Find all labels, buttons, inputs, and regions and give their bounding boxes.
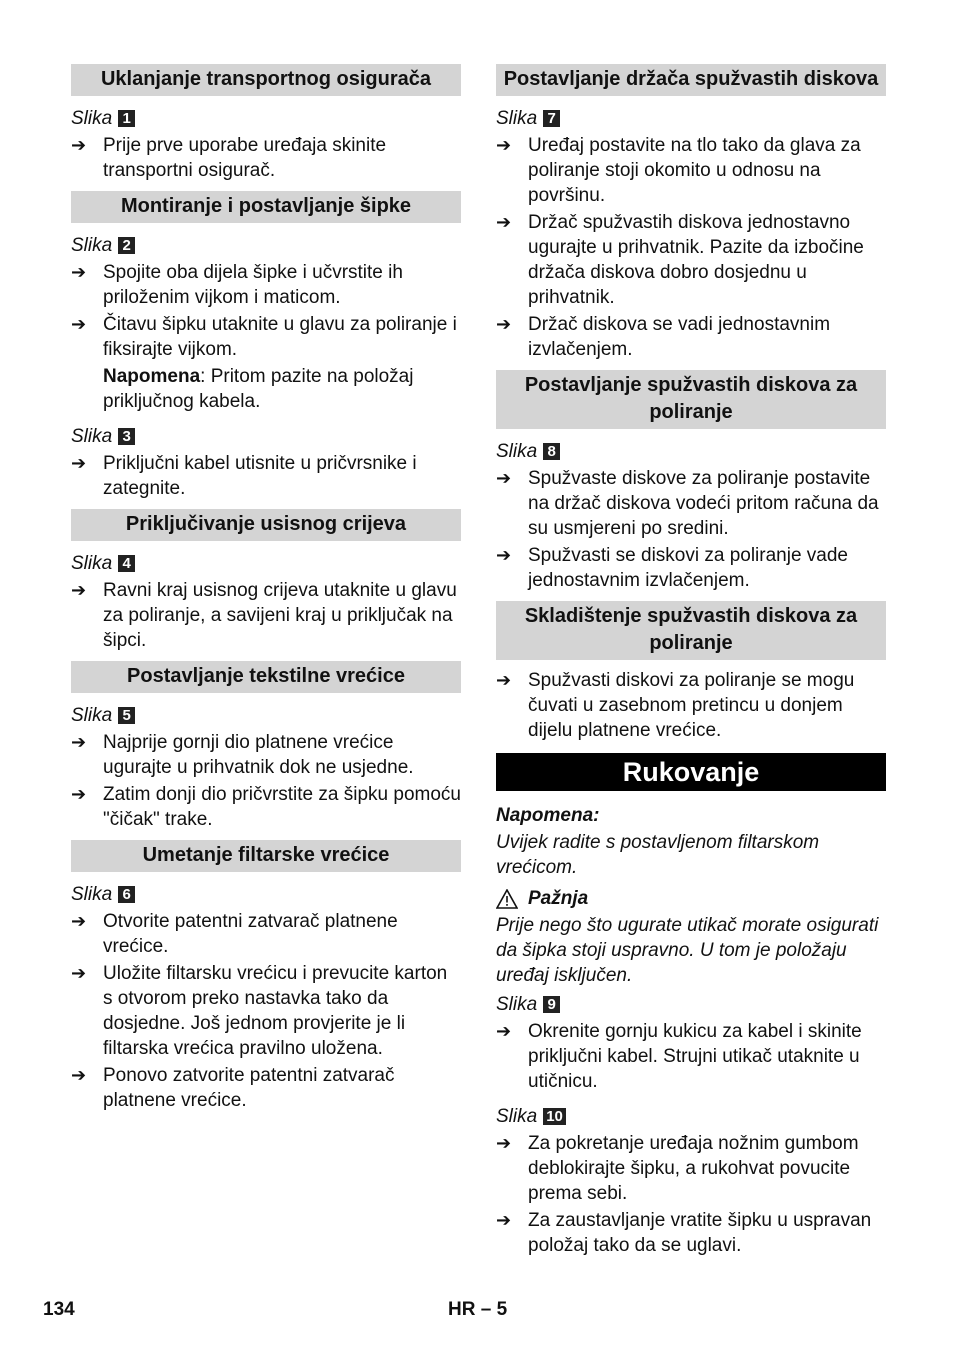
arrow-right-icon: ➔ — [496, 314, 512, 334]
section-heading: Postavljanje tekstilne vrećice — [71, 661, 461, 693]
warning-heading: Pažnja — [496, 886, 886, 911]
arrow-right-icon: ➔ — [71, 453, 87, 473]
figure-reference: Slika 4 — [71, 551, 461, 576]
note-text: Uvijek radite s postavljenom filtarskom vrećicom. — [496, 832, 820, 878]
list-item: ➔ Za pokretanje uređaja nožnim gumbom deblokirajte šipku, a rukohvat povucite prema sebi. — [496, 1133, 859, 1204]
figure-number: 4 — [118, 555, 135, 572]
arrow-right-icon: ➔ — [71, 1065, 87, 1085]
list-item: ➔ Uređaj postavite na tlo tako da glava za poliranje stoji okomito u odnosu na površinu. — [496, 135, 861, 206]
arrow-right-icon: ➔ — [496, 1210, 512, 1230]
list-item: ➔ Spužvaste diskove za poliranje postavite na držač diskova vodeći pritom računa da su usmjereni po sredini. — [496, 468, 879, 539]
list-item: ➔ Okrenite gornju kukicu za kabel i skinite priključni kabel. Strujni utikač utaknite u utičnicu. — [496, 1021, 862, 1092]
list-item: ➔ Spojite oba dijela šipke i učvrstite ih priloženim vijkom i maticom. — [71, 262, 403, 308]
arrow-right-icon: ➔ — [71, 911, 87, 931]
arrow-right-icon: ➔ — [71, 963, 87, 983]
figure-number: 3 — [118, 428, 135, 445]
list-item: ➔ Priključni kabel utisnite u pričvrsnike i zategnite. — [71, 453, 417, 499]
list-item: ➔ Ravni kraj usisnog crijeva utaknite u glavu za poliranje, a savijeni kraj u priključak na šipci. — [71, 580, 457, 651]
list-item: ➔ Zatim donji dio pričvrstite za šipku pomoću "čičak" trake. — [71, 784, 461, 830]
section-heading: Umetanje filtarske vrećice — [71, 840, 461, 872]
list-item: ➔ Prije prve uporabe uređaja skinite transportni osigurač. — [71, 135, 387, 181]
arrow-right-icon: ➔ — [496, 135, 512, 155]
figure-number: 2 — [118, 237, 135, 254]
section-heading: Skladištenje spužvastih diskova za poliranje — [496, 601, 886, 660]
list-item: ➔ Spužvasti diskovi za poliranje se mogu čuvati u zasebnom pretincu u donjem dijelu platnene vrećice. — [496, 670, 855, 741]
figure-reference: Slika 9 — [496, 992, 886, 1017]
arrow-right-icon: ➔ — [496, 545, 512, 565]
right-column — [496, 64, 886, 1258]
figure-number: 10 — [543, 1108, 566, 1125]
arrow-right-icon: ➔ — [496, 468, 512, 488]
left-column — [71, 64, 461, 1113]
list-item: ➔ Najprije gornji dio platnene vrećice ugurajte u prihvatnik dok ne usjedne. — [71, 732, 414, 778]
figure-number: 8 — [543, 443, 560, 460]
figure-reference: Slika 5 — [71, 703, 461, 728]
list-item: ➔ Uložite filtarsku vrećicu i prevucite karton s otvorom preko nastavka tako da dosjedne. Još jednom provjerite je li filtarska vrećica pravilno uložena. — [71, 963, 448, 1059]
warning-triangle-icon — [496, 889, 518, 909]
figure-number: 5 — [118, 707, 135, 724]
arrow-right-icon: ➔ — [496, 670, 512, 690]
figure-reference: Slika 7 — [496, 106, 886, 131]
list-item: ➔ Otvorite patentni zatvarač platnene vrećice. — [71, 911, 398, 957]
arrow-right-icon: ➔ — [71, 784, 87, 804]
figure-number: 6 — [118, 886, 135, 903]
figure-reference: Slika 10 — [496, 1104, 886, 1129]
page-number: 134 — [43, 1299, 75, 1320]
chapter-heading: Rukovanje — [496, 753, 886, 791]
figure-reference: Slika 3 — [71, 424, 461, 449]
list-item: ➔ Spužvasti se diskovi za poliranje vade jednostavnim izvlačenjem. — [496, 545, 849, 591]
arrow-right-icon: ➔ — [496, 1133, 512, 1153]
list-item: ➔ Čitavu šipku utaknite u glavu za poliranje i fiksirajte vijkom. — [71, 314, 457, 360]
figure-number: 1 — [118, 110, 135, 127]
arrow-right-icon: ➔ — [71, 580, 87, 600]
figure-reference: Slika 6 — [71, 882, 461, 907]
figure-reference: Slika 8 — [496, 439, 886, 464]
list-item: ➔ Ponovo zatvorite patentni zatvarač platnene vrećice. — [71, 1065, 395, 1111]
list-item: ➔ Držač spužvastih diskova jednostavno ugurajte u prihvatnik. Pazite da izbočine držača diskova dobro dosjednu u prihvatnik. — [496, 212, 864, 308]
arrow-right-icon: ➔ — [71, 314, 87, 334]
section-heading: Montiranje i postavljanje šipke — [71, 191, 461, 223]
arrow-right-icon: ➔ — [71, 732, 87, 752]
section-heading: Postavljanje držača spužvastih diskova — [496, 64, 886, 96]
note-label: Napomena: — [496, 805, 600, 826]
arrow-right-icon: ➔ — [71, 135, 87, 155]
figure-number: 7 — [543, 110, 560, 127]
warning-text: Prije nego što ugurate utikač morate osigurati da šipka stoji uspravno. U tom je položaju uređaj isključen. — [496, 915, 879, 986]
section-marker: HR – 5 — [448, 1299, 508, 1320]
note: Napomena: Pritom pazite na položaj priključnog kabela. — [103, 366, 414, 412]
figure-number: 9 — [543, 996, 560, 1013]
arrow-right-icon: ➔ — [496, 212, 512, 232]
list-item: ➔ Za zaustavljanje vratite šipku u uspravan položaj tako da se uglavi. — [496, 1210, 872, 1256]
figure-reference: Slika 1 — [71, 106, 461, 131]
list-item: ➔ Držač diskova se vadi jednostavnim izvlačenjem. — [496, 314, 831, 360]
section-heading: Uklanjanje transportnog osigurača — [71, 64, 461, 96]
section-heading: Postavljanje spužvastih diskova za poliranje — [496, 370, 886, 429]
arrow-right-icon: ➔ — [71, 262, 87, 282]
figure-reference: Slika 2 — [71, 233, 461, 258]
section-heading: Priključivanje usisnog crijeva — [71, 509, 461, 541]
arrow-right-icon: ➔ — [496, 1021, 512, 1041]
